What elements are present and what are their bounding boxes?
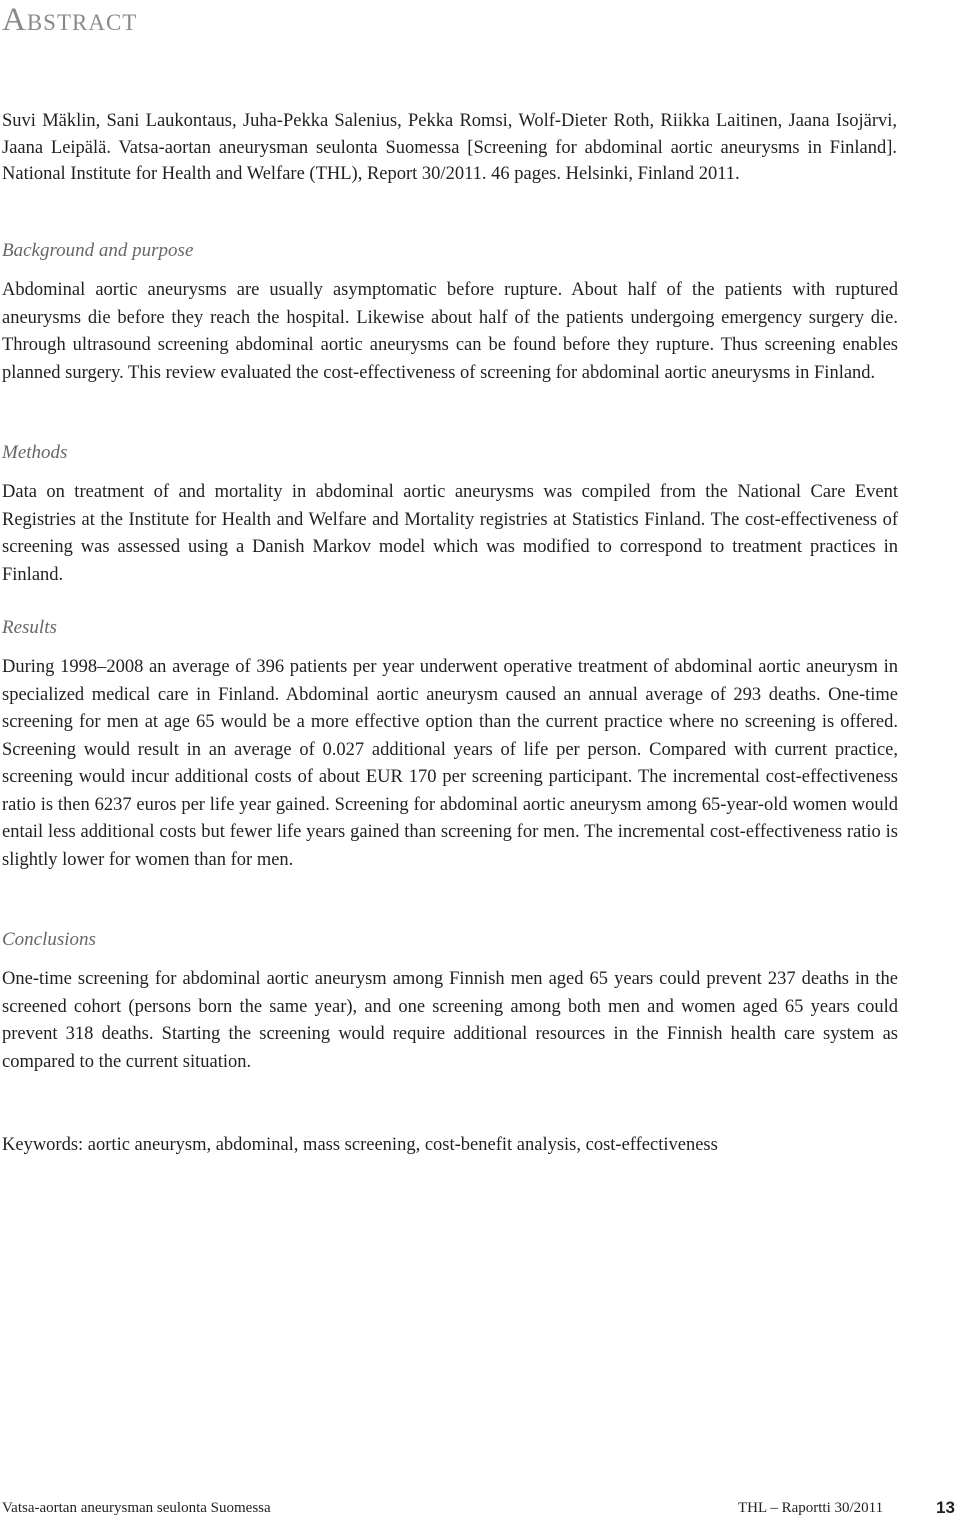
page-number: 13 (936, 1498, 955, 1517)
footer-report-title: Vatsa-aortan aneurysman seulonta Suomessa (2, 1500, 271, 1516)
keywords: Keywords: aortic aneurysm, abdominal, mass screening, cost-benefit analysis, cost-effectiveness (2, 1135, 718, 1155)
section-heading-background: Background and purpose (2, 240, 194, 261)
section-text-methods: Data on treatment of and mortality in abdominal aortic aneurysms was compiled from the National Care Event Registries at the Institute for Health and Welfare and Mortality registries at Statistics Finland. The cost-effectiveness of screening was assessed using a Danish Markov model which was modified to correspond to treatment practices in Finland. (2, 482, 898, 585)
footer-report-number: THL – Raportti 30/2011 (738, 1500, 884, 1516)
section-text-results: During 1998–2008 an average of 396 patients per year underwent operative treatment of abdominal aortic aneurysm in specialized medical care in Finland. Abdominal aortic aneurysm caused an annual average of 293 deaths. One-time screening for men at age 65 would be a more effective option than the current practice where no screening is offered. Screening would result in an average of 0.027 additional years of life per person. Compared with current practice, screening would incur additional costs of about EUR 170 per screening participant. The incremental cost-effectiveness ratio is then 6237 euros per life year gained. Screening for abdominal aortic aneurysm among 65-year-old women would entail less additional costs but fewer life years gained than screening for men. The incremental cost-effectiveness ratio is slightly lower for women than for men. (2, 657, 898, 870)
citation: Suvi Mäklin, Sani Laukontaus, Juha-Pekka Salenius, Pekka Romsi, Wolf-Dieter Roth, Riikka Laitinen, Jaana Isojärvi, Jaana Leipälä. Vatsa-aortan aneurysman seulonta Suomessa [Screening for abdominal aortic aneurysms in Finland]. National Institute for Health and Welfare (THL), Report 30/2011. 46 pages. Helsinki, Finland 2011. (2, 111, 897, 184)
section-text-background: Abdominal aortic aneurysms are usually asymptomatic before rupture. About half of the patients with ruptured aneurysms die before they reach the hospital. Likewise about half of the patients undergoing emergency surgery die. Through ultrasound screening abdominal aortic aneurysms can be found before they rupture. Thus screening enables planned surgery. This review evaluated the cost-effectiveness of screening for abdominal aortic aneurysms in Finland. (2, 280, 898, 383)
section-text-conclusions: One-time screening for abdominal aortic aneurysm among Finnish men aged 65 years could prevent 237 deaths in the screened cohort (persons born the same year), and one screening among both men and women aged 65 years could prevent 318 deaths. Starting the screening would require additional resources in the Finnish health care system as compared to the current situation. (2, 969, 898, 1072)
page-title: Abstract (2, 2, 138, 38)
section-heading-methods: Methods (2, 442, 68, 463)
section-heading-results: Results (2, 617, 57, 638)
section-heading-conclusions: Conclusions (2, 929, 96, 950)
